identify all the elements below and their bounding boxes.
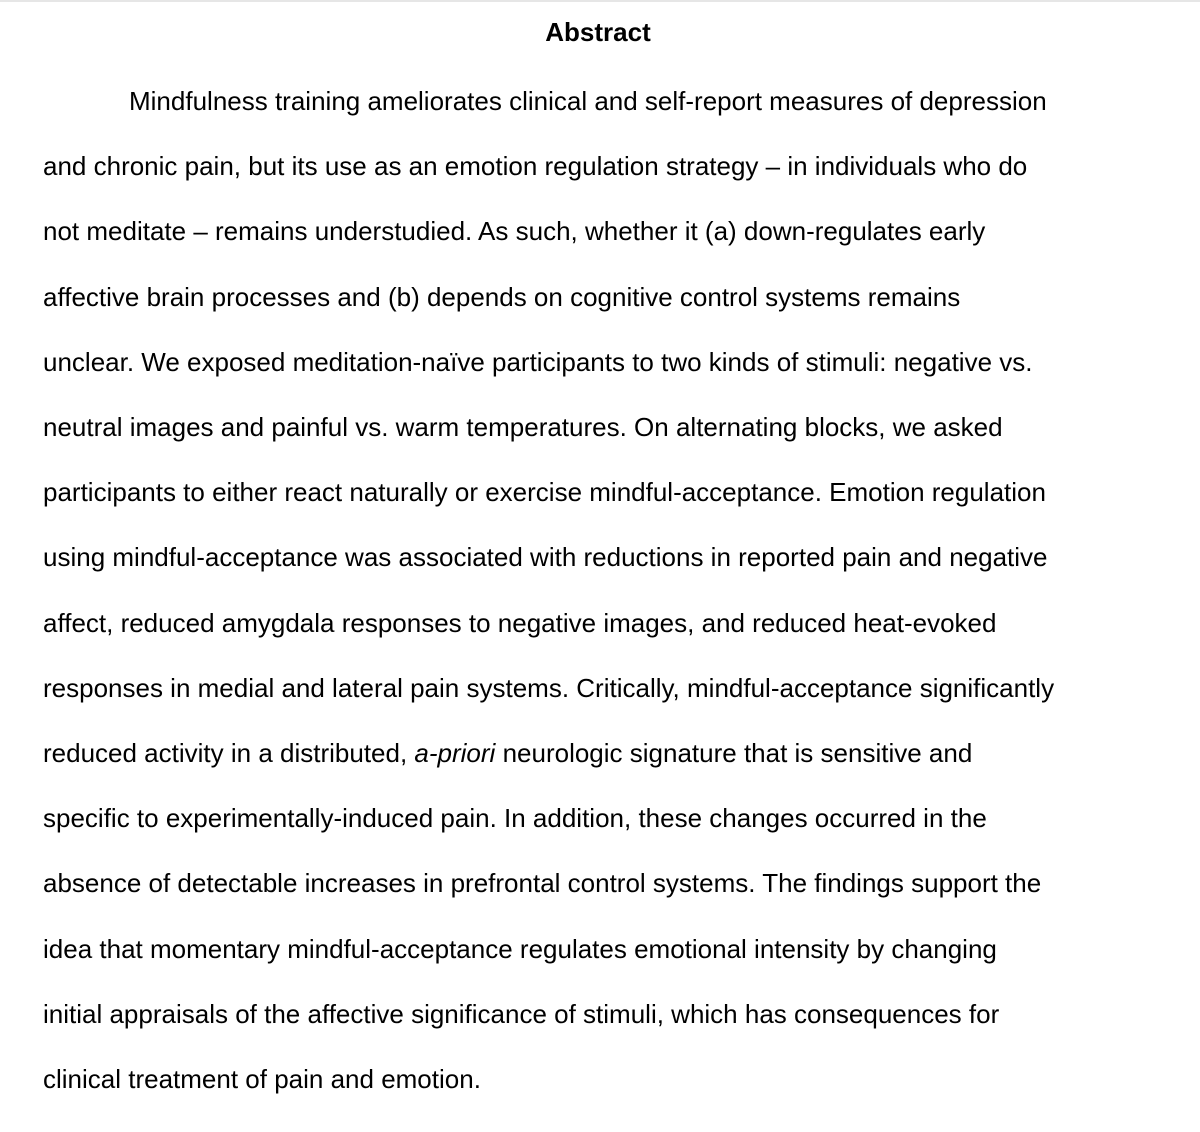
abstract-line-3: not meditate – remains understudied. As such, whether it (a) down-regulates early	[43, 216, 986, 247]
abstract-line-6: neutral images and painful vs. warm temperatures. On alternating blocks, we asked	[43, 412, 1003, 443]
abstract-body	[43, 52, 1153, 1112]
abstract-line-2: and chronic pain, but its use as an emotion regulation strategy – in individuals who do	[43, 151, 1028, 182]
abstract-line-13: absence of detectable increases in prefrontal control systems. The findings support the	[43, 868, 1042, 899]
abstract-line-11	[43, 721, 1153, 786]
abstract-line-7: participants to either react naturally or exercise mindful-acceptance. Emotion regulation	[43, 477, 1046, 508]
abstract-line-4: affective brain processes and (b) depends on cognitive control systems remains	[43, 281, 961, 312]
abstract-line-16: clinical treatment of pain and emotion.	[43, 1064, 481, 1095]
abstract-line-1: Mindfulness training ameliorates clinical and self-report measures of depression	[129, 86, 1047, 116]
abstract-line-15: initial appraisals of the affective significance of stimuli, which has consequences for	[43, 998, 1000, 1029]
document-page	[43, 12, 1153, 1112]
abstract-line-11-end: neurologic signature that is sensitive and	[495, 738, 973, 769]
page-top-border	[0, 0, 1200, 2]
abstract-line-10: responses in medial and lateral pain systems. Critically, mindful-acceptance significantly	[43, 672, 1055, 703]
abstract-line-11-start: reduced activity in a distributed,	[43, 738, 415, 769]
abstract-line-9: affect, reduced amygdala responses to negative images, and reduced heat-evoked	[43, 607, 997, 638]
abstract-heading: Abstract	[545, 17, 651, 47]
a-priori-italic-term: a-priori	[414, 738, 496, 769]
abstract-line-12: specific to experimentally-induced pain. In addition, these changes occurred in the	[43, 803, 987, 834]
abstract-line-5: unclear. We exposed meditation-naïve participants to two kinds of stimuli: negative vs.	[43, 346, 1033, 377]
abstract-line-8: using mindful-acceptance was associated with reductions in reported pain and negative	[43, 542, 1048, 573]
abstract-line-14: idea that momentary mindful-acceptance regulates emotional intensity by changing	[43, 933, 997, 964]
